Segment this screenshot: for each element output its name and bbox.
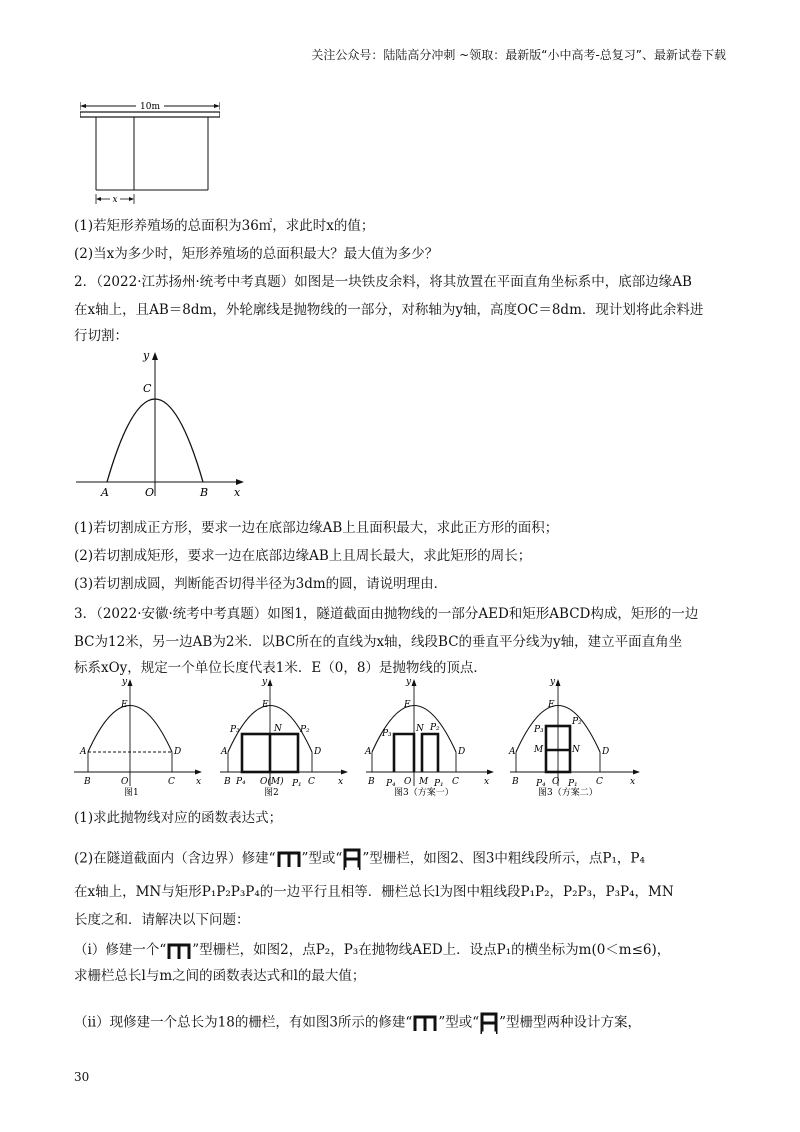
svg-text:x: x [196,777,202,787]
svg-text:O: O [404,777,412,787]
svg-text:P₄: P₄ [386,779,396,789]
svg-text:B: B [368,777,375,787]
q3-figures [72,674,652,802]
figure-3-plan-2 [508,677,640,798]
svg-text:C: C [308,777,315,787]
origin-label: O [145,486,155,499]
figure-3-plan-1 [364,677,494,798]
fence-type-m-icon [412,1014,438,1032]
fence-type-m-icon [166,942,192,960]
svg-text:E: E [121,700,128,710]
q2-sub1: (1)若切割成正方形，要求一边在底部边缘AB上且面积最大，求此正方形的面积； [74,520,559,536]
svg-text:y: y [122,677,128,687]
svg-text:A: A [80,747,87,757]
caption-fig3b: 图3（方案二） [538,788,598,798]
point-c-label: C [143,382,152,395]
svg-text:C: C [168,777,175,787]
svg-text:D: D [314,747,322,757]
svg-text:x: x [484,777,490,787]
q2-line2: 在x轴上，且AB＝8dm，外轮廓线是抛物线的一部分，对称轴为y轴，高度OC＝8dm．现计划将此余料进 [74,302,704,318]
svg-text:N: N [416,724,424,734]
svg-text:D: D [174,747,182,757]
y-axis-label: y [143,349,150,362]
svg-text:B: B [84,777,91,787]
fence-type-a-icon [342,848,362,870]
q3-sub2-ii: （ⅱ）现修建一个总长为18的栅栏，有如图3所示的修建“ ”型或“ ”型栅型两种设计方案， [74,1012,641,1034]
svg-text:P₃: P₃ [382,729,392,739]
svg-text:N: N [274,724,282,734]
caption-fig3a: 图3（方案一） [394,788,454,798]
svg-text:E: E [548,700,555,710]
x-label: x [112,195,118,205]
q1-part2: (2)当x为多少时，矩形养殖场的总面积最大？最大值为多少？ [74,246,439,262]
svg-text:P₁: P₁ [434,779,444,789]
fence-figure [80,96,220,206]
q2-sub3: (3)若切割成圆，判断能否切得半径为3dm的圆，请说明理由． [74,576,448,592]
point-a-label: A [101,486,109,499]
svg-text:y: y [262,677,268,687]
svg-text:M: M [534,745,544,755]
svg-text:D: D [602,747,610,757]
svg-text:P₄: P₄ [236,777,246,787]
svg-text:N: N [572,745,580,755]
q3-sub2-line1: (2)在隧道截面内（含边界）修建“ ”型或“ ”型栅栏，如图2、图3中粗线段所示，点P₁，P₄ [74,848,645,870]
svg-text:C: C [452,777,459,787]
svg-text:P₂: P₂ [430,723,440,733]
svg-text:A: A [509,747,516,757]
figure-2 [220,677,348,798]
svg-text:P₁: P₁ [292,779,302,789]
q3-sub2-line3: 长度之和．请解决以下问题： [74,912,250,928]
q3-sub2-line2: 在x轴上，MN与矩形P₁P₂P₃P₄的一边平行且相等．栅栏总长l为图中粗线段P₁P₂，P₂P₃，P₃P₄，MN [74,884,674,900]
svg-text:O(M): O(M) [260,777,284,787]
page-number: 30 [74,1070,90,1084]
svg-text:y: y [550,677,556,687]
caption-fig1: 图1 [124,788,139,798]
svg-text:P₁: P₁ [568,779,578,789]
q2-sub2: (2)若切割成矩形，要求一边在底部边缘AB上且周长最大，求此矩形的周长； [74,548,532,564]
svg-text:P₂: P₂ [572,717,582,727]
x-axis-label: x [234,486,241,499]
caption-fig2: 图2 [264,788,279,798]
svg-text:A: A [221,747,228,757]
svg-text:B: B [512,777,519,787]
svg-text:E: E [404,700,411,710]
q3-sub2-i-line2: 求栅栏总长l与m之间的函数表达式和l的最大值； [74,968,366,984]
q3-sub1: (1)求此抛物线对应的函数表达式； [74,810,283,826]
q3-line2: BC为12米，另一边AB为2米．以BC所在的直线为x轴，线段BC的垂直平分线为y轴，建立平面直角坐 [74,634,683,650]
svg-text:B: B [224,777,231,787]
svg-text:D: D [458,747,466,757]
point-b-label: B [200,486,209,499]
svg-text:O: O [552,777,560,787]
svg-text:x: x [630,777,636,787]
svg-text:O: O [121,777,129,787]
q3-line3: 标系xOy，规定一个单位长度代表1米．E（0，8）是抛物线的顶点． [74,660,487,676]
q2-line1: 2．（2022·江苏扬州·统考中考真题）如图是一块铁皮余料，将其放置在平面直角坐标系中，底部边缘AB [74,274,692,290]
svg-text:A: A [365,747,372,757]
svg-text:x: x [338,777,344,787]
svg-text:E: E [262,700,269,710]
q2-parabola-figure [74,346,254,502]
svg-text:P₃: P₃ [230,725,240,735]
svg-text:P₂: P₂ [300,725,310,735]
q3-line1: 3．（2022·安徽·统考中考真题）如图1，隧道截面由抛物线的一部分AED和矩形ABCD构成，矩形的一边 [74,606,699,622]
svg-text:y: y [406,677,412,687]
figure-1 [74,677,202,798]
q2-line3: 行切割： [74,328,128,344]
svg-text:C: C [596,777,603,787]
page-header: 关注公众号：陆陆高分冲刺 ~领取：最新版“小中高考-总复习”、最新试卷下载 [311,48,726,62]
fence-type-a-icon [479,1012,499,1034]
svg-text:P₄: P₄ [536,779,546,789]
q1-part1: (1)若矩形养殖场的总面积为36㎡，求此时x的值； [74,218,375,234]
fence-type-m-icon [276,850,302,868]
svg-text:M: M [419,777,429,787]
q3-sub2-i: （ⅰ）修建一个“ ”型栅栏，如图2，点P₂，P₃在抛物线AED上．设点P₁的横坐标为m(0＜m≤6)， [74,942,671,958]
length-label: 10m [140,102,160,112]
svg-text:P₃: P₃ [534,725,544,735]
